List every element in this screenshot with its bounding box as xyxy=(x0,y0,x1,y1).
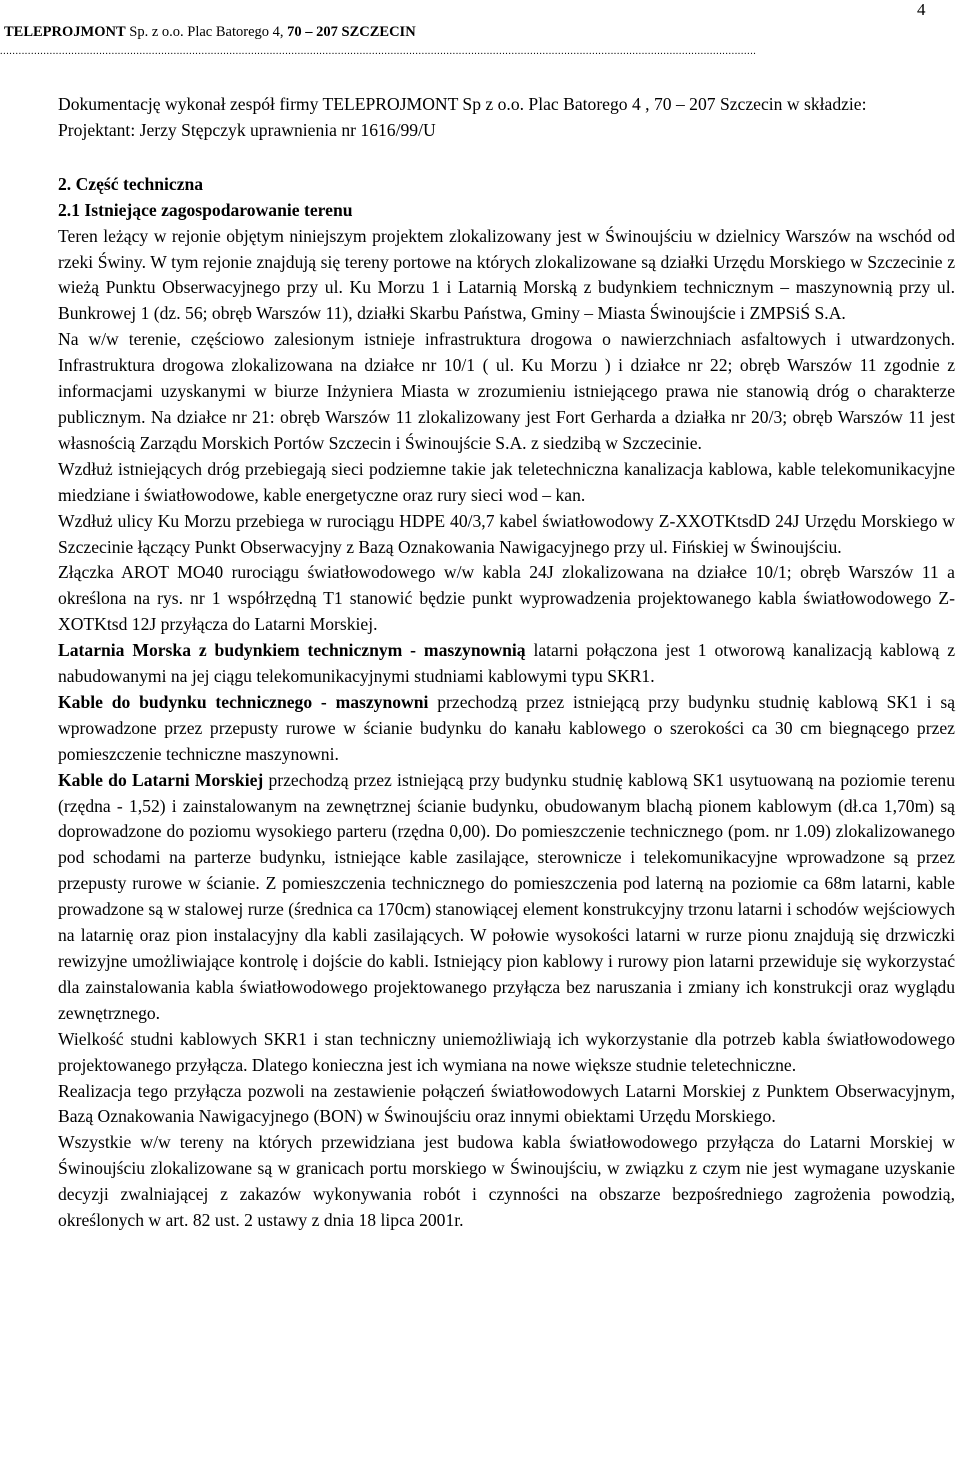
paragraph-connections: Realizacja tego przyłącza pozwoli na zestawienie połączeń światłowodowych Latarni Morskiej z Punktem Obserwacyjnym, Bazą Oznakowania Nawigacyjnego (BON) w Świnoujściu oraz innymi obiektami Urzędu Morskiego. xyxy=(58,1080,955,1127)
intro-team: Dokumentację wykonał zespół firmy TELEPROJMONT Sp z o.o. Plac Batorego 4 , 70 – 207 Szczecin w składzie: xyxy=(58,94,867,114)
paragraph-road-infrastructure: Na w/w terenie, częściowo zalesionym istnieje infrastruktura drogowa o nawierzchniach asfaltowych i utwardzonych. Infrastruktura drogowa zlokalizowana na działce nr 10/1 ( ul. Ku Morzu ) i działce nr 22; obręb Warszów 11 zgodnie z informacjami uzyskanymi w biurze Inżyniera Miasta w zrozumieniu istniejącego prawa nie stanowią dróg o charakterze publicznym. Na działce nr 21: obręb Warszów 11 zlokalizowany jest Fort Gerharda a działka nr 20/3; obręb Warszów 11 jest własnością Zarządu Morskich Portów Szczecin i Świnoujście S.A. z siedzibą w Szczecinie. xyxy=(58,329,955,453)
paragraph-lighthouse-cables: Kable do Latarni Morskiej przechodzą przez istniejącą przy budynku studnię kablową SK1 usytuowaną na poziomie terenu (rzędna - 1,52) i zainstalowanym na zewnętrznej ścianie budynku, obudowanym blachą pionem kablowym (dł.ca 1,70m) są doprowadzone do poziomu wysokiego parteru (rzędna 0,00). Do pomieszczenie technicznego (pom. nr 1.09) zlokalizowanego pod schodami na parterze budynku, istniejące kable zasilające, sterownicze i telekomunikacyjne wprowadzone są przez przepusty rurowe w ścianie. Z pomieszczenia technicznego do pomieszczenia pod laterną na poziomie ca 68m latarni, kable prowadzone są w stalowej rurze (średnica ca 170cm) stanowiącej element konstrukcyjny trzonu latarni i schodów wejściowych na latarnię oraz pion instalacyjny dla kabli zasilających. W połowie wysokości latarni w rurze pionu znajdują się drzwiczki rewizyjne umożliwiające kontrolę i dojście do kabli. Istniejący pion kablowy i rurowy pion latarni przewiduje się wykorzystać dla zainstalowania kabla światłowodowego projektowanego przyłącza bez naruszania i zmiany ich konstrukcji oraz wyglądu zewnętrznego. xyxy=(58,769,956,1023)
header-company-rest: Sp. z o.o. Plac Batorego 4, xyxy=(125,24,288,40)
header-company: TELEPROJMONT xyxy=(4,24,126,40)
paragraph-manholes: Wielkość studni kablowych SKR1 i stan techniczny uniemożliwiają ich wykorzystanie dla potrzeb kabla światłowodowego projektowanego przyłącza. Dlatego konieczna jest ich wymiana na nowe większe studnie teletechniczne. xyxy=(58,1028,955,1075)
header-postal-city: 70 – 207 SZCZECIN xyxy=(287,24,416,40)
paragraph-underground-networks: Wzdłuż istniejących dróg przebiegają sieci podziemne takie jak teletechniczna kanalizacja kablowa, kable telekomunikacyjne miedziane i światłowodowe, kable energetyczne oraz rury sieci wod – kan. xyxy=(58,458,955,505)
page-number: 4 xyxy=(917,0,926,19)
spacer xyxy=(58,144,955,172)
paragraph-area-location: Teren leżący w rejonie objętym niniejszym projektem zlokalizowany jest w Świnoujściu w dzielnicy Warszów na wschód od rzeki Świny. W tym rejonie znajdują się tereny portowe na których zlokalizowane są działki Urzędu Morskiego w Szczecinie z wieżą Punktu Obserwacyjnego przy ul. Ku Morzu 1 i Latarnią Morską z budynkiem technicznym – maszynownią przy ul. Bunkrowej 1 (dz. 56; obręb Warszów 11), działki Skarbu Państwa, Gminy – Miasta Świnoujście i ZMPSiŚ S.A. xyxy=(58,225,955,324)
document-body xyxy=(58,92,955,1234)
paragraph-connector-arot: Złączka AROT MO40 rurociągu światłowodowego w/w kabla 24J zlokalizowana na działce 10/1; obręb Warszów 11 a określona na rys. nr 1 współrzędną T1 stanowić będzie punkt wyprowadzenia projektowanego kabla światłowodowego Z-XOTKtsd 12J przyłącza do Latarni Morskiej. xyxy=(58,562,955,635)
document-header xyxy=(4,24,416,41)
header-separator: .................................................................................................................................................................................................................................................... xyxy=(0,46,757,57)
paragraph-port-boundaries: Wszystkie w/w tereny na których przewidziana jest budowa kabla światłowodowego przyłącza do Latarni Morskiej w Świnoujściu zlokalizowane są w granicach portu morskiego w Świnoujściu, w związku z czym nie jest wymagane uzyskanie decyzji zwalniającej z zakazów wykonywania robót i czynności na obszarze bezpośredniego zagrożenia powodzią, określonych w art. 82 ust. 2 ustawy z dnia 18 lipca 2001r. xyxy=(58,1132,955,1231)
paragraph-fiber-cable-route: Wzdłuż ulicy Ku Morzu przebiega w rurociągu HDPE 40/3,7 kabel światłowodowy Z-XXOTKtsdD 24J Urzędu Morskiego w Szczecinie łączący Punkt Obserwacyjny z Bazą Oznakowania Nawigacyjnego przy ul. Fińskiej w Świnoujściu. xyxy=(58,510,955,557)
paragraph-lighthouse-building: Latarnia Morska z budynkiem technicznym - maszynownią latarni połączona jest 1 otworową kanalizacją kablową z nabudowanymi na jej ciągu telekomunikacyjnymi studniami kablowymi typu SKR1. xyxy=(58,640,955,687)
section-title: 2. Część techniczna xyxy=(58,173,204,194)
intro-designer: Projektant: Jerzy Stępczyk uprawnienia nr 1616/99/U xyxy=(58,119,436,140)
paragraph-machine-room-cables: Kable do budynku technicznego - maszynowni przechodzą przez istniejącą przy budynku studnię kablową SK1 i są wprowadzone przez przepusty rurowe w ścianie budynku do kanału kablowego o szerokości ca 30 cm biegnącego przez pomieszczenie techniczne maszynowni. xyxy=(58,691,956,764)
subsection-title: 2.1 Istniejące zagospodarowanie terenu xyxy=(58,199,353,220)
